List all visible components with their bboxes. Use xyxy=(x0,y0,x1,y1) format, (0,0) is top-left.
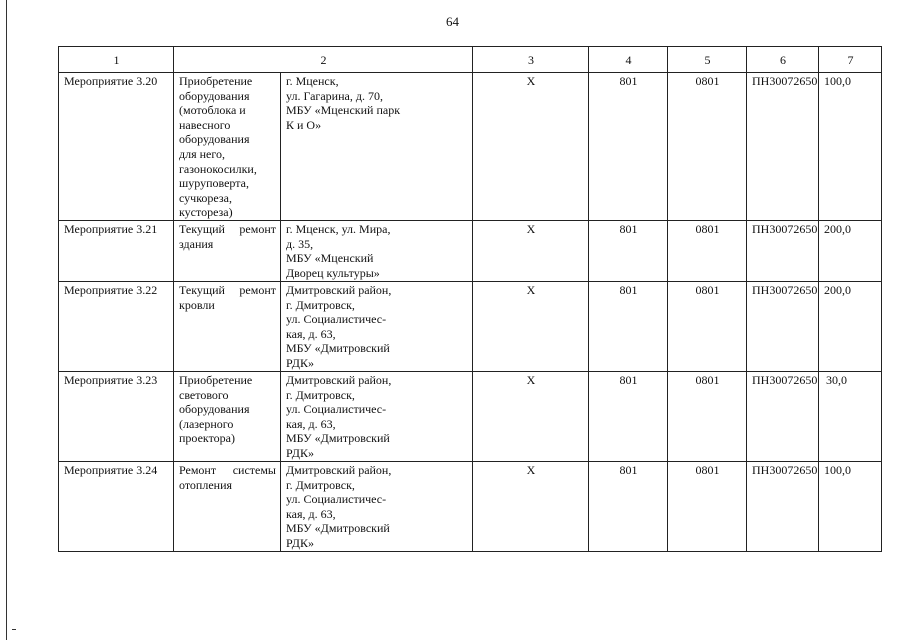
page-number: 64 xyxy=(446,14,459,29)
col6-cell: ПН30072650 xyxy=(747,372,819,462)
col4-cell: 801 xyxy=(589,73,668,221)
table-row xyxy=(59,282,882,372)
col6-cell: ПН30072650 xyxy=(747,282,819,372)
col7-cell: 30,0 xyxy=(819,372,882,462)
col6-cell: ПН30072650 xyxy=(747,73,819,221)
header-col-3: 3 xyxy=(473,47,589,73)
col3-cell: Х xyxy=(473,462,589,552)
description-cell: Ремонт системы отопления xyxy=(174,462,281,552)
col3-cell: Х xyxy=(473,221,589,282)
left-margin-line xyxy=(6,0,7,640)
event-cell: Мероприятие 3.20 xyxy=(59,73,174,221)
location-cell: Дмитровский район, г. Дмитровск, ул. Социалистичес- кая, д. 63, МБУ «Дмитровский РДК» xyxy=(281,282,473,372)
col5-cell: 0801 xyxy=(668,462,747,552)
col7-cell: 200,0 xyxy=(819,221,882,282)
header-row xyxy=(59,47,882,73)
header-col-2: 2 xyxy=(174,47,473,73)
event-cell: Мероприятие 3.23 xyxy=(59,372,174,462)
location-cell: Дмитровский район, г. Дмитровск, ул. Социалистичес- кая, д. 63, МБУ «Дмитровский РДК» xyxy=(281,372,473,462)
table-row xyxy=(59,73,882,221)
event-cell: Мероприятие 3.22 xyxy=(59,282,174,372)
col6-cell: ПН30072650 xyxy=(747,462,819,552)
header-col-7: 7 xyxy=(819,47,882,73)
col7-cell: 100,0 xyxy=(819,462,882,552)
header-col-6: 6 xyxy=(747,47,819,73)
event-cell: Мероприятие 3.24 xyxy=(59,462,174,552)
col7-cell: 200,0 xyxy=(819,282,882,372)
col4-cell: 801 xyxy=(589,372,668,462)
header-col-1: 1 xyxy=(59,47,174,73)
col4-cell: 801 xyxy=(589,221,668,282)
table-row xyxy=(59,462,882,552)
description-cell: Приобретение оборудования (мотоблока и навесного оборудования для него, газонокосилки, шуруповерта, сучкореза, кустореза) xyxy=(174,73,281,221)
col5-cell: 0801 xyxy=(668,221,747,282)
table-row xyxy=(59,372,882,462)
budget-table xyxy=(58,46,882,552)
location-cell: Дмитровский район, г. Дмитровск, ул. Социалистичес- кая, д. 63, МБУ «Дмитровский РДК» xyxy=(281,462,473,552)
col5-cell: 0801 xyxy=(668,372,747,462)
header-col-4: 4 xyxy=(589,47,668,73)
col3-cell: Х xyxy=(473,372,589,462)
description-cell: Текущий ремонт здания xyxy=(174,221,281,282)
col5-cell: 0801 xyxy=(668,282,747,372)
description-cell: Текущий ремонт кровли xyxy=(174,282,281,372)
col4-cell: 801 xyxy=(589,462,668,552)
col3-cell: Х xyxy=(473,282,589,372)
col7-cell: 100,0 xyxy=(819,73,882,221)
col4-cell: 801 xyxy=(589,282,668,372)
col5-cell: 0801 xyxy=(668,73,747,221)
event-cell: Мероприятие 3.21 xyxy=(59,221,174,282)
margin-mark xyxy=(12,629,16,630)
table-row xyxy=(59,221,882,282)
location-cell: г. Мценск, ул. Мира, д. 35, МБУ «Мценский Дворец культуры» xyxy=(281,221,473,282)
col3-cell: Х xyxy=(473,73,589,221)
col6-cell: ПН30072650 xyxy=(747,221,819,282)
description-cell: Приобретение светового оборудования (лазерного проектора) xyxy=(174,372,281,462)
header-col-5: 5 xyxy=(668,47,747,73)
location-cell: г. Мценск, ул. Гагарина, д. 70, МБУ «Мценский парк К и О» xyxy=(281,73,473,221)
